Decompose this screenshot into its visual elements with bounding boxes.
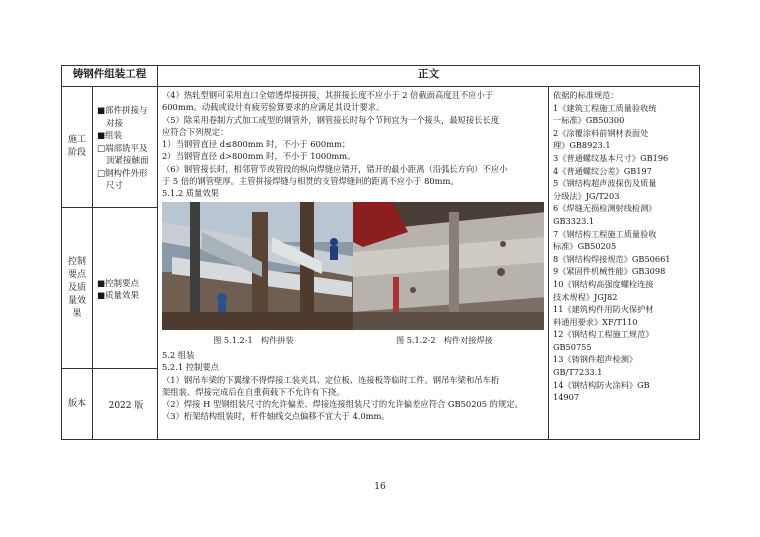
caption-figure-1: 图 5.1.2-1 构件拼装 [213,334,294,345]
check-control-points: ■控制要点 [97,278,140,289]
body-line: 2）当钢管直径 d>800mm 时，不小于 1000mm。 [162,151,356,162]
construction-stage-label: 施工 阶段 [62,87,93,208]
photo-butt-welding [353,202,544,330]
control-checklist [93,208,158,369]
photo-captions [162,334,544,346]
page-number: 16 [374,482,386,492]
check-part-splicing: ■部件拼接与 [97,106,148,117]
body-line: （2）焊接 H 型钢组装尺寸的允许偏差、焊接连接组装尺寸的允许偏差应符合 GB50205 的规定。 [162,399,523,410]
reference-standards: 依据的标准规范： 1《建筑工程施工质量验收统 一标准》GB50300 2《涂覆涂料前钢材表面处 理》GB8923.1 3《普通螺纹基本尺寸》GB196 4《普通螺纹公差》GB197 5《钢结构超声波探伤及质量 分级法》JG/T203 6《焊缝无损检测射线检测》 GB3323.1 7《钢结构工程施工质量验收 标准》GB50205 8《钢结构焊接规范》GB50661 9《紧固件机械性能》GB3098 10《钢结构高强度螺栓连接 技术规程》JGJ82 11《建筑构件用防火保护材 料通用要求》XF/T110 12《钢结构工程施工规范》 GB50755 13《铸钢件超声检测》 GB/T7233.1 14《钢结构防火涂料》GB 14907 [549,87,700,440]
section-heading: 5.2.1 控制要点 [162,362,219,373]
control-stage-label: 控制 要点 及质 量效 果 [62,208,93,369]
body-line: （3）桁架结构组装时，杆件轴线交点偏移不宜大于 4.0mm。 [162,411,390,422]
body-line: 于 5 倍的钢管壁厚。主管拼接焊缝与相贯的支管焊缝间的距离不应小于 80mm。 [162,176,459,187]
body-line: （6）钢管接长时，相邻管节或管段的纵向焊缝应错开，错开的最小距离（沿弧长方向）不应小 [162,163,508,174]
body-line: 1）当钢管直径 d≤800mm 时，不小于 600mm； [162,139,351,150]
body-line: （5）除采用卷制方式加工成型的钢管外，钢管接长时每个节间宜为一个接头，最短接长长度 [162,114,500,125]
body-line: 应符合下列规定： [162,126,229,137]
document-table-wrapper [61,65,699,471]
caption-figure-2: 图 5.1.2-2 构件对接焊接 [395,334,493,345]
header-row [62,66,700,87]
section-heading: 5.2 组装 [162,349,195,360]
version-value: 2022 版 [93,369,158,440]
body-line: （4）热轧型钢可采用直口全熔透焊接拼接，其拼接长度不应小于 2 倍截面高度且不应小于 [162,90,494,100]
check-end-milling: □端部铣平及 [97,143,148,154]
main-content [158,87,549,440]
header-right-title: 正文 [158,66,700,87]
document-table [61,65,700,440]
construction-checklist: ■部件拼接与 对接 ■组装 □端部铣平及 顶紧接触面 □钢构件外形 尺寸 [93,87,158,208]
body-line: 架组装、焊接完成后在自重荷载下不允许有下挠。 [162,386,345,397]
construction-row [62,87,700,208]
section-heading: 5.1.2 质量效果 [162,188,219,199]
body-line: 600mm。动载或设计有疲劳验算要求的应满足其设计要求。 [162,102,385,113]
check-assembly: ■组装 [97,131,123,142]
check-member-dimensions: □钢构件外形 [97,168,148,179]
body-line: （1）钢吊车梁的下翼缘不得焊接工装夹具、定位板、连接板等临时工件。钢吊车梁和吊车桁 [162,374,500,385]
header-left-title: 铸钢件组装工程 [62,66,158,87]
check-quality-effect: ■质量效果 [97,291,140,301]
version-label: 版本 [62,369,93,440]
photo-row [162,202,544,330]
photo-component-assembly [162,202,353,330]
